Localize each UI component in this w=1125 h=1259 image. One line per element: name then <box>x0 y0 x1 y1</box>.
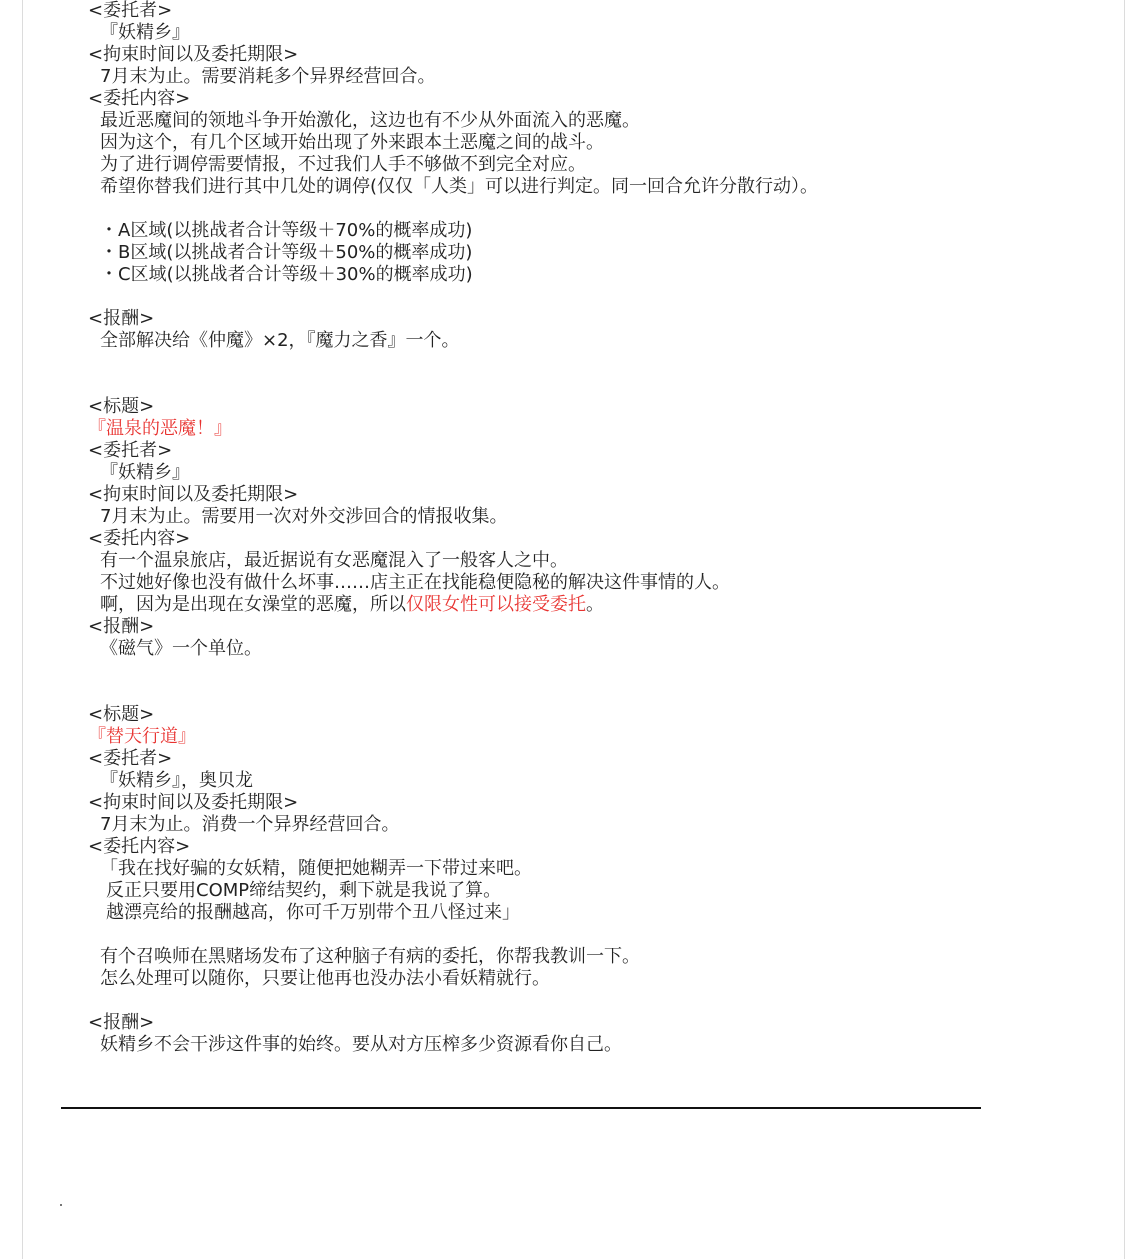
section2-title-heading: <标题> <box>88 396 155 417</box>
women-only-notice: 仅限女性可以接受委托 <box>406 594 586 615</box>
section3-quote-line: 「我在找好骗的女妖精，随便把她糊弄一下带过来吧。 <box>100 858 532 879</box>
content-text: 啊，因为是出现在女澡堂的恶魔，所以 <box>100 594 406 615</box>
section1-content-line: 最近恶魔间的领地斗争开始激化，这边也有不少从外面流入的恶魔。 <box>100 110 640 131</box>
section2-time: 7月末为止。需要用一次对外交涉回合的情报收集。 <box>100 506 508 527</box>
section2-content-line: 不过她好像也没有做什么坏事……店主正在找能稳便隐秘的解决这件事情的人。 <box>100 572 730 593</box>
section2-reward-heading: <报酬> <box>88 616 155 637</box>
page-left-border <box>22 0 23 1259</box>
section3-client-heading: <委托者> <box>88 748 173 769</box>
section1-content-heading: <委托内容> <box>88 88 191 109</box>
document-page <box>12 0 1125 1259</box>
section3-quote-line: 反正只要用COMP缔结契约，剩下就是我说了算。 <box>106 880 502 901</box>
section1-reward: 全部解决给《仲魔》×2，『魔力之香』一个。 <box>100 330 460 351</box>
section3-client: 『妖精乡』，奥贝龙 <box>100 770 253 791</box>
stray-dot <box>60 1204 62 1206</box>
section1-content-line: 因为这个，有几个区域开始出现了外来跟本土恶魔之间的战斗。 <box>100 132 604 153</box>
section2-client: 『妖精乡』 <box>100 462 190 483</box>
section1-client: 『妖精乡』 <box>100 22 190 43</box>
horizontal-divider <box>61 1107 981 1109</box>
section2-content-line: 有一个温泉旅店，最近据说有女恶魔混入了一般客人之中。 <box>100 550 568 571</box>
section1-time: 7月末为止。需要消耗多个异界经营回合。 <box>100 66 436 87</box>
section2-content-heading: <委托内容> <box>88 528 191 549</box>
section1-reward-heading: <报酬> <box>88 308 155 329</box>
section2-client-heading: <委托者> <box>88 440 173 461</box>
section1-content-line: 希望你替我们进行其中几处的调停(仅仅「人类」可以进行判定。同一回合允许分散行动）。 <box>100 176 819 197</box>
section1-time-heading: <拘束时间以及委托期限> <box>88 44 299 65</box>
section3-content-line: 怎么处理可以随你，只要让他再也没办法小看妖精就行。 <box>100 968 550 989</box>
section2-title: 『温泉的恶魔！』 <box>88 418 232 439</box>
section2-time-heading: <拘束时间以及委托期限> <box>88 484 299 505</box>
section2-content-line <box>88 594 1088 616</box>
section3-content-heading: <委托内容> <box>88 836 191 857</box>
section3-content-line: 有个召唤师在黑赌场发布了这种脑子有病的委托，你帮我教训一下。 <box>100 946 640 967</box>
section3-reward-heading: <报酬> <box>88 1012 155 1033</box>
section3-title: 『替天行道』 <box>88 726 196 747</box>
zone-b-item: ・B区域(以挑战者合计等级＋50%的概率成功) <box>100 242 473 263</box>
section3-reward: 妖精乡不会干涉这件事的始终。要从对方压榨多少资源看你自己。 <box>100 1034 622 1055</box>
section3-title-heading: <标题> <box>88 704 155 725</box>
section3-time: 7月末为止。消费一个异界经营回合。 <box>100 814 400 835</box>
section1-content-line: 为了进行调停需要情报，不过我们人手不够做不到完全对应。 <box>100 154 586 175</box>
zone-a-item: ・A区域(以挑战者合计等级＋70%的概率成功) <box>100 220 473 241</box>
section2-reward: 《磁气》一个单位。 <box>100 638 262 659</box>
zone-c-item: ・C区域(以挑战者合计等级＋30%的概率成功) <box>100 264 473 285</box>
content-text: 。 <box>586 594 604 615</box>
document-body <box>88 0 1088 1056</box>
section3-time-heading: <拘束时间以及委托期限> <box>88 792 299 813</box>
section1-client-heading: <委托者> <box>88 0 173 21</box>
section3-quote-line: 越漂亮给的报酬越高，你可千万别带个丑八怪过来」 <box>106 902 520 923</box>
